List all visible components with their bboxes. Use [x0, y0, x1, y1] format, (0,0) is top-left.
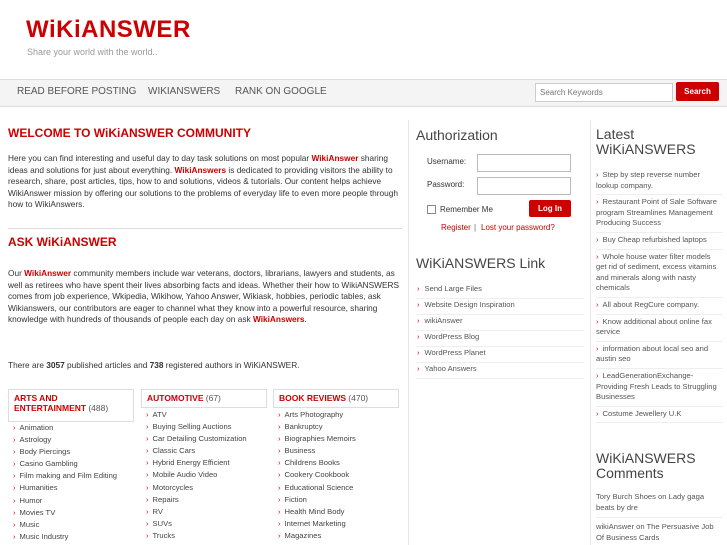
list-item-label: Restaurant Point of Sale Software program Streamlines Management Producing Success [596, 197, 717, 228]
list-item[interactable] [13, 531, 117, 543]
list-item[interactable] [596, 168, 723, 195]
password-label: Password: [427, 180, 465, 189]
password-input[interactable] [477, 177, 571, 195]
list-item[interactable] [416, 299, 584, 315]
list-item[interactable] [416, 283, 584, 299]
welcome-title: WELCOME TO WiKiANSWER COMMUNITY [8, 126, 251, 140]
list-item-label: Astrology [19, 435, 52, 445]
stats-text-1: There are [8, 360, 47, 370]
list-item[interactable] [596, 233, 723, 250]
list-item[interactable] [13, 470, 117, 482]
list-item[interactable] [13, 507, 117, 519]
list-item-label: ATV [152, 410, 167, 419]
bullet-icon: › [13, 483, 16, 493]
article-count: 3057 [46, 360, 65, 370]
bullet-icon: › [596, 251, 599, 261]
comment-post-link[interactable]: The Persuasive Job Of Business Cards [596, 522, 714, 542]
list-item-label: Magazines [284, 530, 322, 540]
bullet-icon: › [13, 459, 16, 469]
bullet-icon: › [596, 299, 599, 309]
remember-me-label: Remember Me [440, 205, 493, 214]
list-item-label: LeadGenerationExchange- Providing Fresh Leads to Struggling Businesses [596, 370, 717, 402]
bullet-icon: › [278, 482, 281, 492]
search-input[interactable] [535, 83, 673, 102]
list-item-label: Whole house water filter models get rid of sediment, excess vitamins and minerals along with nasty chemicals [596, 251, 717, 293]
list-item[interactable] [146, 433, 247, 445]
login-button[interactable]: Log In [529, 200, 571, 217]
bullet-icon: › [278, 422, 281, 432]
bullet-icon: › [278, 410, 281, 419]
site-tagline: Share your world with the world.. [27, 47, 158, 57]
list-item-label: information about local seo and austin seo [596, 343, 709, 364]
list-item[interactable] [146, 482, 247, 494]
list-item-label: Childrens Books [284, 458, 340, 468]
bullet-icon: › [278, 434, 281, 444]
bullet-icon: › [13, 519, 16, 529]
bullet-icon: › [596, 316, 599, 326]
list-item-label: Step by step reverse number lookup company. [596, 170, 701, 190]
bullet-icon: › [13, 507, 16, 517]
bullet-icon: › [278, 506, 281, 516]
list-item[interactable] [13, 446, 117, 458]
bullet-icon: › [417, 332, 420, 341]
list-item[interactable] [146, 530, 247, 542]
list-item-label: Educational Science [284, 482, 354, 492]
list-item-label: Bankruptcy [284, 422, 323, 432]
list-item[interactable] [146, 469, 247, 481]
category-arts-title[interactable]: ARTS AND ENTERTAINMENT [14, 393, 87, 413]
wikianswers-link[interactable]: WikiAnswers [174, 164, 227, 175]
ask-text-3: . [304, 314, 307, 324]
list-item[interactable] [596, 315, 723, 342]
list-item[interactable] [278, 530, 356, 542]
welcome-text-3: is dedicated to providing visitors the ability to research, share, post articles, tips, how to and solutions, videos & tutorials. Our content helps achieve WikiAnswer mission by offering our solutions to the problems of everyday life to even more people through how to WikiAnswers. [8, 164, 398, 209]
list-item-label: Mobile Audio Video [152, 470, 218, 480]
list-item-label: Classic Cars [152, 446, 196, 456]
bullet-icon: › [13, 531, 16, 541]
list-item[interactable] [13, 422, 117, 434]
main-navbar [0, 79, 727, 107]
list-item[interactable] [596, 195, 723, 233]
list-item-label: Cookery Cookbook [284, 470, 350, 480]
list-item-label: Know additional about online fax service [596, 316, 712, 337]
list-item-label: RV [152, 506, 163, 516]
list-item[interactable] [278, 494, 356, 506]
list-item-label: Animation [19, 423, 54, 432]
bullet-icon: › [596, 370, 599, 380]
list-item-label: Fiction [284, 494, 307, 504]
list-item-label: Film making and Film Editing [19, 471, 118, 481]
welcome-text-1: Here you can find interesting and useful day to day task solutions on most popular [8, 153, 312, 163]
list-item[interactable] [13, 482, 117, 494]
recent-comments-list [596, 492, 723, 545]
bullet-icon: › [596, 197, 599, 207]
list-item[interactable] [416, 347, 584, 363]
bullet-icon: › [146, 434, 149, 444]
list-item[interactable] [416, 315, 584, 331]
link-separator: | [474, 223, 477, 232]
nav-wikianswers[interactable]: WIKIANSWERS [148, 86, 221, 97]
bullet-icon: › [417, 364, 420, 373]
ask-text-1: Our [8, 268, 25, 278]
list-item-label: Repairs [152, 494, 179, 504]
comment-author-link[interactable]: Tory Burch Shoes [596, 492, 656, 501]
comments-title-line2: Comments [596, 465, 664, 481]
list-item-label: Send Large Files [424, 284, 482, 293]
list-item[interactable] [596, 342, 723, 369]
list-item[interactable] [13, 519, 117, 531]
category-automotive [141, 389, 267, 408]
bullet-icon: › [146, 470, 149, 480]
list-item-label: All about RegCure company. [602, 299, 700, 309]
bullet-icon: › [13, 495, 16, 505]
list-item [596, 522, 723, 545]
category-automotive-count: (67) [205, 393, 221, 403]
column-divider [590, 120, 591, 545]
comment-post-link[interactable]: Lady gaga beats by dre [596, 492, 705, 512]
bullet-icon: › [596, 234, 599, 244]
bullet-icon: › [278, 458, 281, 468]
wikianswer-link[interactable]: WikiAnswer [311, 153, 359, 163]
bullet-icon: › [146, 518, 149, 528]
links-list [416, 283, 584, 379]
stats-text-3: registered authors in WiKiANSWER. [163, 360, 300, 370]
list-item-label: wikiAnswer [424, 316, 463, 325]
list-item[interactable] [146, 421, 247, 433]
category-book-reviews [273, 389, 399, 408]
list-item[interactable] [146, 494, 247, 506]
list-item-label: Humanities [19, 483, 58, 493]
list-item-label: Buying Selling Auctions [152, 422, 232, 432]
list-item-label: Business [284, 446, 316, 456]
bullet-icon: › [13, 447, 16, 457]
list-item[interactable] [278, 457, 356, 469]
author-count: 738 [149, 360, 164, 370]
list-item[interactable] [416, 331, 584, 347]
bullet-icon: › [146, 410, 149, 419]
list-item-label: Music [19, 519, 40, 529]
bullet-icon: › [146, 506, 149, 516]
bullet-icon: › [417, 316, 420, 325]
list-item[interactable] [146, 518, 247, 530]
list-item-label: Yahoo Answers [424, 364, 477, 373]
comments-title-line1: WiKiANSWERS [596, 450, 696, 466]
category-book-reviews-count: (470) [348, 393, 369, 403]
latest-title-line2: WiKiANSWERS [596, 141, 696, 157]
list-item[interactable] [13, 495, 117, 507]
list-item-label: WordPress Planet [424, 348, 486, 357]
latest-title-line1: Latest [596, 126, 635, 142]
remember-me-checkbox[interactable] [427, 205, 436, 214]
bullet-icon: › [596, 170, 599, 179]
latest-title [596, 127, 723, 157]
list-item[interactable] [146, 409, 247, 421]
arts-subcategory-list [13, 422, 117, 543]
list-item[interactable] [278, 433, 356, 445]
list-item-label: Casino Gambling [19, 459, 78, 469]
section-divider [8, 228, 402, 229]
search-button[interactable]: Search [676, 82, 719, 101]
list-item[interactable] [278, 469, 356, 481]
site-header [0, 0, 727, 78]
ask-wikianswers-link[interactable]: WikiAnswers [252, 314, 305, 324]
site-logo[interactable]: WiKiANSWER [26, 16, 191, 43]
username-input[interactable] [477, 154, 571, 172]
list-item-label: Trucks [152, 530, 176, 540]
bullet-icon: › [278, 494, 281, 504]
bullet-icon: › [596, 408, 599, 418]
bullet-icon: › [278, 446, 281, 456]
list-item[interactable] [278, 506, 356, 518]
list-item-label: Internet Marketing [284, 518, 346, 528]
bullet-icon: › [417, 284, 420, 293]
bullet-icon: › [13, 471, 16, 481]
list-item-label: Arts Photography [284, 410, 344, 419]
list-item-label: WordPress Blog [424, 332, 480, 341]
list-item[interactable] [278, 482, 356, 494]
list-item-label: SUVs [152, 518, 172, 528]
list-item[interactable] [596, 250, 723, 298]
authorization-title: Authorization [416, 127, 498, 143]
list-item[interactable] [146, 457, 247, 469]
book-reviews-subcategory-list [278, 409, 356, 542]
list-item-label: Website Design Inspiration [424, 300, 515, 309]
register-link[interactable]: Register [441, 223, 471, 232]
welcome-paragraph [8, 153, 402, 211]
list-item-label: Music Industry [19, 531, 69, 541]
list-item-label: Movies TV [19, 507, 56, 517]
bullet-icon: › [146, 458, 149, 468]
bullet-icon: › [146, 494, 149, 504]
welcome-text-2: sharing ideas and solutions for just about everything. [8, 153, 388, 175]
list-item[interactable] [146, 506, 247, 518]
list-item-label: Humor [19, 495, 43, 505]
bullet-icon: › [13, 423, 16, 432]
bullet-icon: › [278, 530, 281, 540]
latest-posts-list [596, 168, 723, 423]
bullet-icon: › [278, 518, 281, 528]
list-item[interactable] [596, 407, 723, 424]
list-item[interactable] [596, 298, 723, 315]
category-automotive-title[interactable]: AUTOMOTIVE [147, 393, 204, 403]
list-item[interactable] [278, 445, 356, 457]
ask-title: ASK WiKiANSWER [8, 235, 117, 249]
nav-rank-on-google[interactable]: RANK ON GOOGLE [235, 86, 327, 97]
list-item[interactable] [416, 363, 584, 379]
bullet-icon: › [417, 300, 420, 309]
list-item-label: Health Mind Body [284, 506, 345, 516]
category-arts [8, 389, 134, 422]
ask-wikianswer-link[interactable]: WikiAnswer [24, 268, 72, 278]
links-title: WiKiANSWERS Link [416, 255, 546, 271]
list-item-label: Motorcycles [152, 482, 194, 492]
bullet-icon: › [146, 482, 149, 492]
username-label: Username: [427, 157, 467, 166]
bullet-icon: › [146, 422, 149, 432]
list-item[interactable] [278, 518, 356, 530]
list-item-label: Hybrid Energy Efficient [152, 458, 230, 468]
bullet-icon: › [13, 435, 16, 445]
ask-paragraph [8, 268, 402, 326]
list-item-label: Buy Cheap refurbished laptops [602, 234, 707, 244]
category-arts-count: (488) [88, 403, 109, 413]
lost-password-link[interactable]: Lost your password? [481, 223, 555, 232]
list-item[interactable] [278, 421, 356, 433]
bullet-icon: › [146, 530, 149, 540]
list-item[interactable] [146, 445, 247, 457]
list-item-label: Costume Jewellery U.K [602, 408, 682, 418]
list-item [596, 492, 723, 518]
list-item-label: Car Detailing Customization [152, 434, 247, 444]
stats-text-2: published articles and [64, 360, 150, 370]
list-item[interactable] [278, 409, 356, 421]
comment-on-text: on [655, 492, 669, 501]
list-item-label: Biographies Memoirs [284, 434, 356, 444]
comment-author-link[interactable]: wikiAnswer [596, 522, 634, 532]
nav-read-before-posting[interactable]: READ BEFORE POSTING [17, 86, 137, 97]
list-item[interactable] [13, 434, 117, 446]
list-item-label: Body Piercings [19, 447, 71, 457]
comments-title [596, 451, 723, 481]
bullet-icon: › [417, 348, 420, 357]
automotive-subcategory-list [146, 409, 247, 542]
comment-on-text: on [633, 522, 647, 532]
column-divider [408, 120, 409, 545]
bullet-icon: › [278, 470, 281, 480]
category-book-reviews-title[interactable]: BOOK REVIEWS [279, 393, 347, 403]
bullet-icon: › [596, 343, 599, 353]
list-item[interactable] [13, 458, 117, 470]
site-stats [8, 360, 402, 372]
bullet-icon: › [146, 446, 149, 456]
ask-text-2: community members include war veterans, doctors, librarians, lawyers and students, as well as retirees who have spent their lives absorbing facts and ideas. Whether their how to WikiANSWERS comes from job experience, Wkipedia, Wikihow, Yahoo Answer, Wikiask, hobbies, periodic tables, ask Wikianswers, our contributors are eager to channel what they know into a powerful resource, sharing knowledge with hundreds of thousands of people each day on ask [8, 268, 400, 324]
list-item[interactable] [596, 369, 723, 407]
